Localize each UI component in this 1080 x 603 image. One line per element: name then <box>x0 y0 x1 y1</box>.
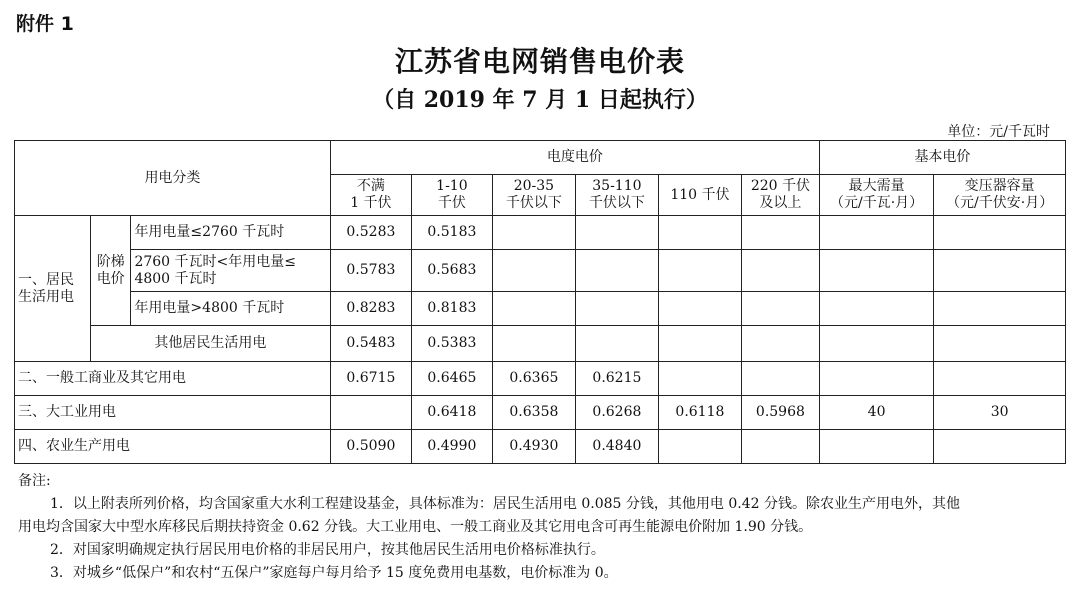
price-cell: 0.5483 <box>330 326 411 362</box>
unit-label: 单位：元/千瓦时 <box>947 124 1050 140</box>
price-cell: 0.5183 <box>411 216 492 250</box>
price-cell: 0.5783 <box>330 250 411 292</box>
energy-price-header: 电度电价 <box>330 141 819 175</box>
table-row <box>15 250 1066 292</box>
transformer-cell: 30 <box>934 396 1066 430</box>
voltage-header: 20-35 千伏以下 <box>492 175 575 216</box>
table-row <box>15 396 1066 430</box>
voltage-header: 220 千伏 及以上 <box>741 175 819 216</box>
transformer-header: 变压器容量 （元/千伏安·月） <box>934 175 1066 216</box>
table-row <box>15 326 1066 362</box>
commercial-label: 二、一般工商业及其它用电 <box>15 362 331 396</box>
tier2-label: 2760 千瓦时<年用电量≤ 4800 千瓦时 <box>131 250 330 292</box>
price-cell: 0.5683 <box>411 250 492 292</box>
header-row-1 <box>15 141 1066 175</box>
note-3: 3．对城乡“低保户”和农村“五保户”家庭每户每月给予 15 度免费用电基数，电价标准为 0。 <box>50 565 618 581</box>
price-cell: 0.6365 <box>492 362 575 396</box>
price-cell: 0.6118 <box>658 396 741 430</box>
price-cell: 0.6358 <box>492 396 575 430</box>
table-row <box>15 362 1066 396</box>
note-1-line-2: 用电均含国家大中型水库移民后期扶持资金 0.62 分钱。大工业用电、一般工商业及其它用电含可再生能源电价附加 1.90 分钱。 <box>18 519 813 535</box>
price-cell: 0.6418 <box>411 396 492 430</box>
voltage-header: 不满 1 千伏 <box>330 175 411 216</box>
price-cell: 0.6215 <box>575 362 658 396</box>
price-cell: 0.8183 <box>411 292 492 326</box>
tier3-label: 年用电量>4800 千瓦时 <box>131 292 330 326</box>
price-cell: 0.8283 <box>330 292 411 326</box>
attachment-label: 附件 1 <box>16 13 74 35</box>
category-header: 用电分类 <box>15 141 331 216</box>
other-residential-label: 其他居民生活用电 <box>90 326 330 362</box>
note-2: 2．对国家明确规定执行居民用电价格的非居民用户，按其他居民生活用电价格标准执行。 <box>50 542 605 558</box>
price-cell: 0.6268 <box>575 396 658 430</box>
residential-label: 一、居民 生活用电 <box>15 216 91 362</box>
tier-label: 阶梯 电价 <box>90 216 131 326</box>
price-cell: 0.6715 <box>330 362 411 396</box>
price-table <box>14 140 1066 464</box>
price-cell: 0.5383 <box>411 326 492 362</box>
notes-section <box>18 470 1068 585</box>
price-cell: 0.6465 <box>411 362 492 396</box>
max-demand-header: 最大需量 （元/千瓦·月） <box>819 175 933 216</box>
table-row <box>15 430 1066 464</box>
price-cell: 0.4930 <box>492 430 575 464</box>
agricultural-label: 四、农业生产用电 <box>15 430 331 464</box>
industrial-label: 三、大工业用电 <box>15 396 331 430</box>
table-row <box>15 292 1066 326</box>
basic-price-header: 基本电价 <box>819 141 1065 175</box>
table-row <box>15 216 1066 250</box>
price-cell: 0.5283 <box>330 216 411 250</box>
price-cell: 0.4990 <box>411 430 492 464</box>
voltage-header: 35-110 千伏以下 <box>575 175 658 216</box>
voltage-header: 1-10 千伏 <box>411 175 492 216</box>
voltage-header: 110 千伏 <box>658 175 741 216</box>
max-demand-cell: 40 <box>819 396 933 430</box>
price-cell: 0.5090 <box>330 430 411 464</box>
document-title: 江苏省电网销售电价表 <box>394 45 685 78</box>
notes-heading: 备注: <box>18 473 51 489</box>
tier1-label: 年用电量≤2760 千瓦时 <box>131 216 330 250</box>
price-cell: 0.5968 <box>741 396 819 430</box>
document-subtitle: （自 2019 年 7 月 1 日起执行） <box>372 87 708 113</box>
price-cell: 0.4840 <box>575 430 658 464</box>
note-1-line-1: 1．以上附表所列价格，均含国家重大水利工程建设基金，具体标准为：居民生活用电 0.085 分钱，其他用电 0.42 分钱。除农业生产用电外，其他 <box>50 496 960 512</box>
